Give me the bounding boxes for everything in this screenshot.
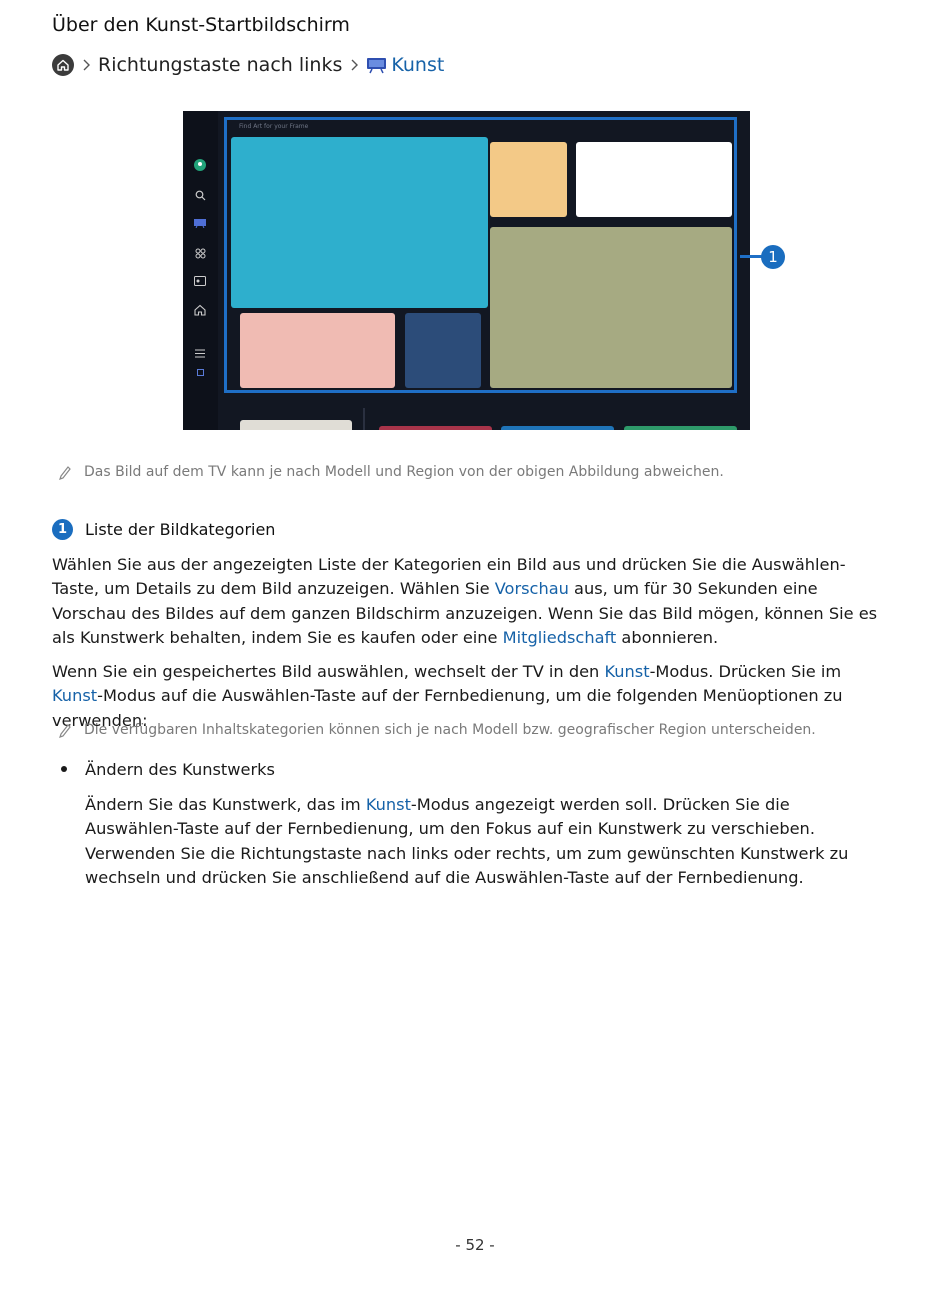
art-home-screenshot <box>183 111 750 430</box>
link-kunst[interactable]: Kunst <box>365 795 411 814</box>
breadcrumb-step-direction: Richtungstaste nach links <box>98 54 343 76</box>
menu-icon <box>193 346 207 360</box>
note <box>58 722 816 738</box>
callout-line <box>740 255 762 258</box>
page-title: Über den Kunst-Startbildschirm <box>52 14 350 36</box>
search-icon <box>193 188 207 202</box>
art-tile-lower[interactable] <box>379 426 492 430</box>
callout-marker: 1 <box>761 245 785 269</box>
chevron-right-icon <box>344 59 364 71</box>
bullet-title: Ändern des Kunstwerks <box>85 760 275 779</box>
art-tile[interactable] <box>490 142 567 217</box>
source-icon <box>193 365 207 379</box>
text: Wählen Sie aus der angezeigten Liste der Kategorien ein Bild aus und drücken Sie die Auswählen-Taste, um Details zu dem Bild anzuzeigen. Wählen Sie <box>52 555 846 599</box>
text: -Modus. Drücken Sie im <box>649 662 842 681</box>
art-tile[interactable] <box>490 227 732 388</box>
art-tile-lower[interactable] <box>501 426 614 430</box>
bullet-paragraph <box>85 793 880 890</box>
art-mode-icon <box>193 216 207 230</box>
text: -Modus auf die Auswählen-Taste auf der Fernbedienung, um die folgenden Menüoptionen zu verwenden: <box>52 686 843 730</box>
chevron-right-icon <box>76 59 96 71</box>
link-vorschau[interactable]: Vorschau <box>494 579 569 599</box>
media-icon <box>193 274 207 288</box>
bullet-dot <box>61 766 67 772</box>
row-divider <box>363 408 365 430</box>
pencil-icon <box>58 722 72 738</box>
pencil-icon <box>58 464 72 480</box>
art-tile-lower[interactable] <box>240 420 352 430</box>
art-mode-icon <box>366 57 387 74</box>
section-heading-text: Liste der Bildkategorien <box>85 520 276 539</box>
art-tile[interactable] <box>240 313 395 388</box>
apps-icon <box>193 246 207 260</box>
art-tile[interactable] <box>231 137 488 308</box>
paragraph <box>52 553 882 650</box>
link-mitgliedschaft[interactable]: Mitgliedschaft <box>502 627 617 647</box>
tv-sidebar <box>183 111 218 430</box>
art-tile[interactable] <box>405 313 481 388</box>
profile-icon <box>193 158 207 172</box>
section-number-badge: 1 <box>52 519 73 540</box>
link-kunst[interactable]: Kunst <box>52 686 98 706</box>
text: aus, um für 30 Sekunden eine Vorschau des Bildes auf dem ganzen Bildschirm anzuzeigen. Wenn Sie das Bild mögen, können Sie es als Kunstwerk behalten, indem Sie es kaufen oder eine <box>52 579 878 647</box>
text: abonnieren. <box>616 627 719 647</box>
breadcrumb <box>52 51 444 79</box>
note-text: Das Bild auf dem TV kann je nach Modell und Region von der obigen Abbildung abweichen. <box>84 464 724 480</box>
section-heading <box>52 519 275 540</box>
breadcrumb-step-kunst[interactable]: Kunst <box>391 54 445 76</box>
art-tile[interactable] <box>576 142 732 217</box>
art-tile-lower[interactable] <box>624 426 737 430</box>
link-kunst[interactable]: Kunst <box>604 662 650 681</box>
text: -Modus angezeigt werden soll. Drücken Sie die Auswählen-Taste auf der Fernbedienung, um den Fokus auf ein Kunstwerk zu verschieben. Verwenden Sie die Richtungstaste nach links oder rechts, um zum gewünschten Kunstwerk zu wechseln und drücken Sie anschließend auf die Auswählen-Taste auf der Fernbedienung. <box>85 795 849 887</box>
home-icon <box>52 54 74 76</box>
home-icon <box>193 303 207 317</box>
note <box>58 464 724 480</box>
note-text: Die verfügbaren Inhaltskategorien können sich je nach Modell bzw. geografischer Region unterscheiden. <box>84 722 816 738</box>
text: Wenn Sie ein gespeichertes Bild auswählen, wechselt der TV in den <box>52 662 605 681</box>
text: Ändern Sie das Kunstwerk, das im <box>85 795 366 814</box>
screen-caption: Find Art for your Frame <box>239 123 309 130</box>
page-number: - 52 - <box>455 1236 495 1254</box>
